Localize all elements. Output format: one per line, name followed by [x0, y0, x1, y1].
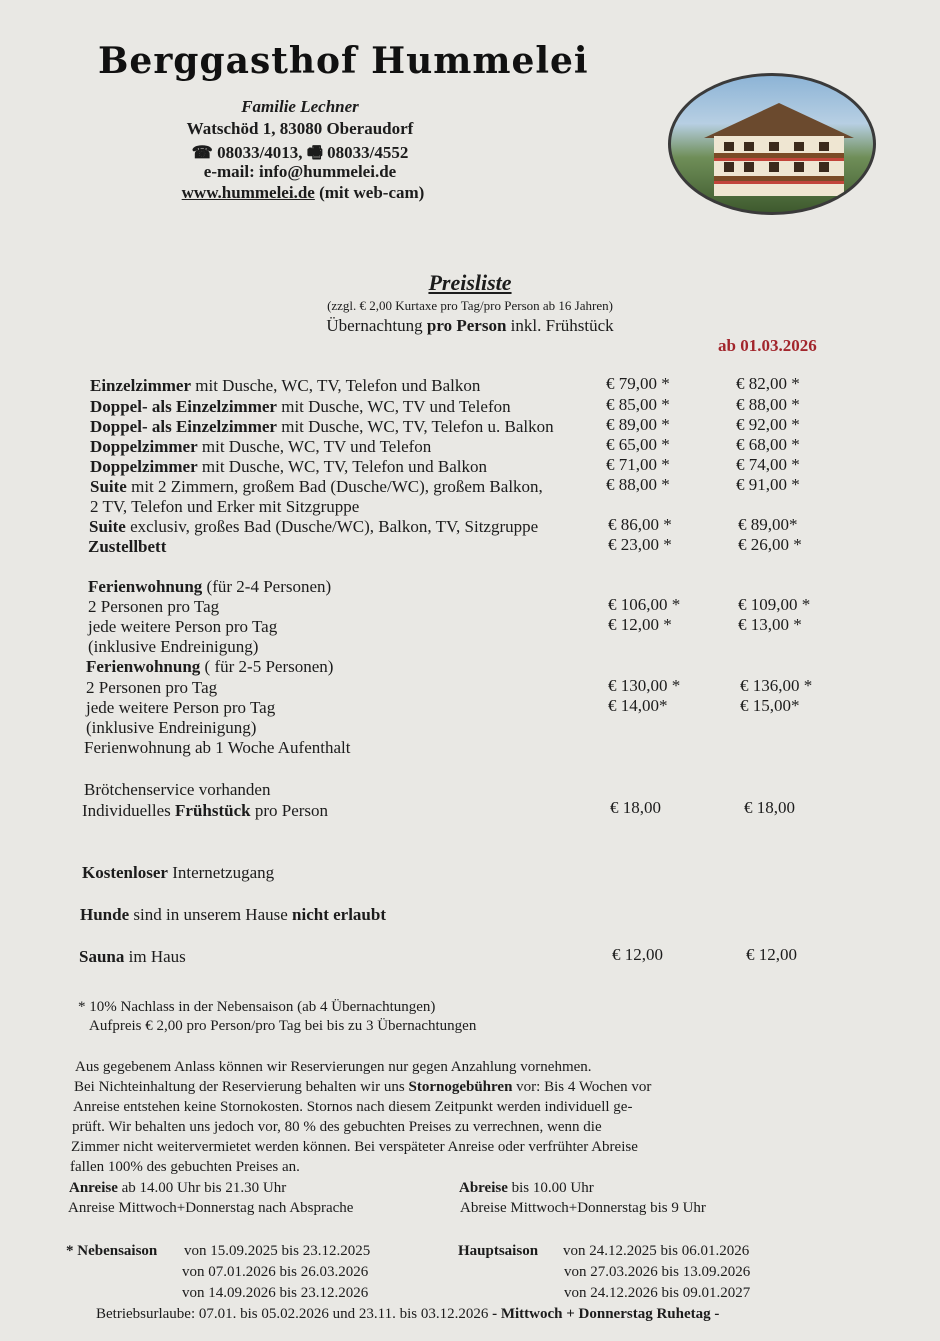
website-link[interactable]: www.hummelei.de — [181, 183, 315, 202]
fewo2-line4: Ferienwohnung ab 1 Woche Aufenthalt — [84, 738, 351, 757]
room-row — [90, 397, 511, 417]
room-description: mit Dusche, WC, TV und Telefon — [276, 397, 511, 416]
hauptsaison-period-3: von 24.12.2026 bis 09.01.2027 — [564, 1285, 751, 1301]
address: Watschöd 1, 83080 Oberaudorf — [186, 119, 414, 138]
room-price-current: € 65,00 * — [606, 435, 670, 454]
fewo1-line1: 2 Personen pro Tag — [88, 597, 220, 616]
reservation-line5: Zimmer nicht weitervermietet werden können. Bei verspäteter Anreise oder verfrühter Abreise — [71, 1139, 638, 1155]
room-price-new: € 92,00 * — [736, 415, 800, 434]
room-description: mit Dusche, WC, TV, Telefon und Balkon — [197, 457, 488, 476]
business-title: Berggasthof Hummelei — [98, 40, 589, 82]
room-price-new: € 88,00 * — [736, 395, 800, 414]
nebensaison-label: * Nebensaison — [66, 1243, 158, 1259]
telephone-icon: ☎ — [191, 143, 213, 162]
room-row — [88, 537, 166, 557]
room-description: mit 2 Zimmern, großem Bad (Dusche/WC), großem Balkon, — [126, 477, 543, 496]
room-price-new: € 68,00 * — [736, 435, 800, 454]
fruehstueck-price1: € 18,00 — [610, 798, 661, 817]
nebensaison-period-2: von 07.01.2026 bis 26.03.2026 — [182, 1264, 369, 1280]
phone-number: 08033/4013, — [217, 143, 303, 162]
room-name: Zustellbett — [88, 537, 167, 556]
fewo1-line3: (inklusive Endreinigung) — [88, 637, 259, 656]
pricelist-title: Preisliste — [428, 270, 512, 295]
fax-number: 08033/4552 — [327, 143, 409, 162]
room-description: exclusiv, großes Bad (Dusche/WC), Balkon, TV, Sitzgruppe — [125, 517, 539, 536]
reservation-line3: Anreise entstehen keine Stornokosten. Stornos nach diesem Zeitpunkt werden individuell ge- — [73, 1099, 633, 1115]
fax-icon: 🖷 — [306, 143, 323, 162]
sauna-price2: € 12,00 — [746, 945, 797, 964]
room-name: Doppelzimmer — [90, 437, 198, 456]
website-note: (mit web-cam) — [314, 183, 425, 202]
hauptsaison-period-2: von 27.03.2026 bis 13.09.2026 — [564, 1264, 751, 1280]
nebensaison-period-3: von 14.09.2026 bis 23.12.2026 — [182, 1285, 369, 1301]
fruehstueck-row: Individuelles Frühstück pro Person — [82, 801, 329, 820]
fewo1-line2: jede weitere Person pro Tag — [88, 617, 278, 636]
room-row — [90, 376, 480, 396]
anreise-line2: Anreise Mittwoch+Donnerstag nach Absprache — [68, 1200, 354, 1216]
betriebsurlaub-line: Betriebsurlaube: 07.01. bis 05.02.2026 und 23.11. bis 03.12.2026 - Mittwoch + Donnerstag Ruhetag - — [96, 1306, 720, 1322]
surcharge-note: Aufpreis € 2,00 pro Person/pro Tag bei bis zu 3 Übernachtungen — [89, 1018, 477, 1034]
sauna-price1: € 12,00 — [612, 945, 663, 964]
fewo2-line2: jede weitere Person pro Tag — [86, 698, 276, 717]
hauptsaison-period-1: von 24.12.2025 bis 06.01.2026 — [563, 1243, 750, 1259]
room-row — [90, 497, 359, 517]
fewo2-line1-price2: € 136,00 * — [740, 676, 813, 695]
room-price-new: € 89,00* — [738, 515, 798, 534]
fewo2-line2-price1: € 14,00* — [608, 696, 668, 715]
room-price-current: € 79,00 * — [606, 374, 670, 393]
room-name: Einzelzimmer — [90, 376, 192, 395]
room-name: Doppel- als Einzelzimmer — [90, 397, 277, 416]
room-row — [90, 477, 543, 497]
abreise-line2: Abreise Mittwoch+Donnerstag bis 9 Uhr — [460, 1200, 706, 1216]
email: e-mail: info@hummelei.de — [203, 162, 397, 181]
anreise-line: Anreise ab 14.00 Uhr bis 21.30 Uhr — [69, 1180, 287, 1196]
fewo1-line1-price2: € 109,00 * — [738, 595, 811, 614]
room-row — [89, 517, 538, 537]
fewo2-line1: 2 Personen pro Tag — [86, 678, 218, 697]
website-line — [158, 183, 448, 203]
reservation-line2: Bei Nichteinhaltung der Reservierung behalten wir uns Stornogebühren vor: Bis 4 Wochen vor — [74, 1079, 652, 1095]
room-row — [90, 437, 431, 457]
room-price-new: € 82,00 * — [736, 374, 800, 393]
room-price-current: € 86,00 * — [608, 515, 672, 534]
reservation-line4: prüft. Wir behalten uns jedoch vor, 80 % des gebuchten Preises zu verrechnen, wenn die — [72, 1119, 602, 1135]
hauptsaison-label: Hauptsaison — [458, 1243, 539, 1259]
room-price-current: € 88,00 * — [606, 475, 670, 494]
fewo2-line1-price1: € 130,00 * — [608, 676, 681, 695]
reservation-line1: Aus gegebenem Anlass können wir Reservierungen nur gegen Anzahlung vornehmen. — [75, 1059, 592, 1075]
pricelist-subtitle: Übernachtung pro Person inkl. Frühstück — [326, 316, 614, 335]
kurtaxe-note: (zzgl. € 2,00 Kurtaxe pro Tag/pro Person ab 16 Jahren) — [327, 298, 613, 313]
room-price-current: € 89,00 * — [606, 415, 670, 434]
fewo1-line2-price1: € 12,00 * — [608, 615, 672, 634]
room-row — [90, 417, 554, 437]
room-name: Doppel- als Einzelzimmer — [90, 417, 277, 436]
internet-row: Kostenloser Internetzugang — [82, 863, 275, 882]
room-price-new: € 74,00 * — [736, 455, 800, 474]
room-price-current: € 71,00 * — [606, 455, 670, 474]
room-price-current: € 85,00 * — [606, 395, 670, 414]
family-name: Familie Lechner — [241, 97, 359, 116]
nebensaison-period-1: von 15.09.2025 bis 23.12.2025 — [184, 1243, 371, 1259]
room-name: Suite — [90, 477, 127, 496]
house-illustration — [699, 98, 859, 198]
room-description: mit Dusche, WC, TV, Telefon und Balkon — [191, 376, 481, 395]
room-description: 2 TV, Telefon und Erker mit Sitzgruppe — [90, 497, 360, 516]
room-description: mit Dusche, WC, TV und Telefon — [197, 437, 432, 456]
fruehstueck-price2: € 18,00 — [744, 798, 795, 817]
fewo1-title: Ferienwohnung (für 2-4 Personen) — [88, 577, 332, 596]
fewo2-line3: (inklusive Endreinigung) — [86, 718, 257, 737]
discount-note: * 10% Nachlass in der Nebensaison (ab 4 Übernachtungen) — [78, 999, 436, 1015]
room-row — [90, 457, 487, 477]
broetchen-service: Brötchenservice vorhanden — [84, 780, 271, 799]
room-price-new: € 91,00 * — [736, 475, 800, 494]
room-name: Suite — [89, 517, 126, 536]
room-description: mit Dusche, WC, TV, Telefon u. Balkon — [276, 417, 554, 436]
house-photo — [668, 73, 876, 215]
reservation-line6: fallen 100% des gebuchten Preises an. — [70, 1159, 300, 1175]
hunde-row: Hunde sind in unserem Hause nicht erlaubt — [80, 905, 387, 924]
room-name: Doppelzimmer — [90, 457, 198, 476]
fewo1-line1-price1: € 106,00 * — [608, 595, 681, 614]
room-price-current: € 23,00 * — [608, 535, 672, 554]
fewo2-title: Ferienwohnung ( für 2-5 Personen) — [86, 657, 334, 676]
fewo2-line2-price2: € 15,00* — [740, 696, 800, 715]
price-valid-from: ab 01.03.2026 — [718, 336, 817, 355]
fewo1-line2-price2: € 13,00 * — [738, 615, 802, 634]
sauna-row: Sauna im Haus — [79, 947, 186, 966]
room-price-new: € 26,00 * — [738, 535, 802, 554]
abreise-line: Abreise bis 10.00 Uhr — [459, 1180, 594, 1196]
